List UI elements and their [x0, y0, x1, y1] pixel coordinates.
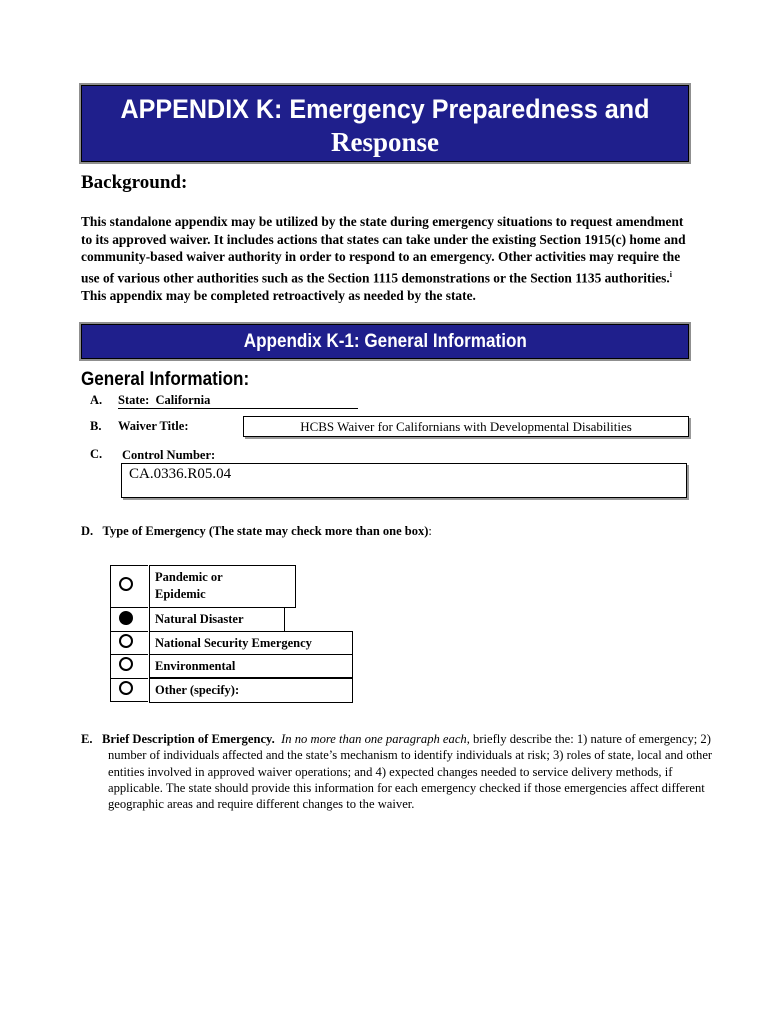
radio-cell-national-security	[110, 631, 148, 655]
appendix-k1-title: Appendix K-1: General Information	[243, 331, 527, 352]
general-information-heading: General Information:	[81, 369, 250, 390]
radio-environmental-icon[interactable]	[119, 657, 133, 671]
appendix-title-line-1: APPENDIX K: Emergency Preparedness and	[120, 94, 650, 124]
option-national-security-emergency: National Security Emergency	[149, 631, 353, 655]
radio-national-security-icon[interactable]	[119, 634, 133, 648]
radio-cell-environmental	[110, 654, 148, 678]
option-pandemic-or-epidemic	[149, 565, 296, 608]
control-number-field[interactable]: CA.0336.R05.04	[121, 463, 687, 498]
type-of-emergency-label	[81, 524, 432, 539]
background-paragraph	[81, 213, 691, 304]
brief-description-text: , briefly describe the: 1) nature of emergency; 2) number of individuals affected and the state’s mechanism to identify individuals at risk; 3) roles of state, local and other entities involved in approved waiver operations; and 4) expected changes needed to service delivery methods, if applicable. The state should provide this information for each emergency checked if those emergencies affect different geographic areas and require different changes to the waiver.	[108, 732, 713, 812]
control-number-label: Control Number:	[122, 448, 216, 462]
item-e-index: E.	[81, 732, 93, 746]
brief-description-paragraph	[81, 731, 718, 812]
option-other-specify: Other (specify):	[149, 678, 353, 703]
radio-cell-pandemic	[110, 565, 148, 607]
state-field[interactable]	[118, 393, 358, 409]
background-text-end: This appendix may be completed retroactively as needed by the state.	[81, 287, 476, 303]
footnote-marker[interactable]: i	[669, 269, 672, 279]
item-c-index: C.	[90, 447, 103, 461]
brief-description-italic: In no more than one paragraph each	[281, 732, 467, 746]
option-pandemic-line-1: Pandemic or	[155, 570, 223, 584]
item-d-index: D.	[81, 524, 94, 538]
brief-description-label: Brief Description of Emergency.	[102, 732, 275, 746]
option-pandemic-line-2: Epidemic	[155, 587, 206, 601]
background-text: This standalone appendix may be utilized by the state during emergency situations to request amendment to its approved waiver. It includes actions that states can take under the existing Section 1915(c) home and community-based waiver authority in order to respond to an emergency. Other activities may require the use of various other authorities such as the Section 1115 demonstrations or the Section 1135 authorities.	[81, 214, 686, 286]
type-of-emergency-text: Type of Emergency (The state may check more than one box)	[102, 524, 429, 538]
waiver-title-label: Waiver Title:	[118, 419, 189, 433]
state-value: California	[155, 393, 211, 407]
appendix-title-line-2: Response	[330, 127, 439, 157]
item-b-index: B.	[90, 419, 102, 433]
radio-other-icon[interactable]	[119, 681, 133, 695]
state-label: State:	[118, 393, 150, 407]
appendix-title-banner	[81, 85, 689, 162]
radio-pandemic-icon[interactable]	[119, 577, 133, 591]
option-natural-disaster: Natural Disaster	[149, 607, 285, 632]
appendix-k1-banner	[81, 324, 689, 359]
radio-natural-disaster-selected-icon[interactable]	[119, 611, 133, 625]
type-of-emergency-suffix: :	[428, 524, 432, 538]
waiver-title-field[interactable]: HCBS Waiver for Californians with Developmental Disabilities	[243, 416, 689, 437]
radio-cell-natural-disaster	[110, 607, 148, 631]
background-heading: Background:	[81, 172, 188, 193]
item-a-index: A.	[90, 393, 103, 407]
option-environmental: Environmental	[149, 654, 353, 678]
radio-cell-other	[110, 678, 148, 702]
